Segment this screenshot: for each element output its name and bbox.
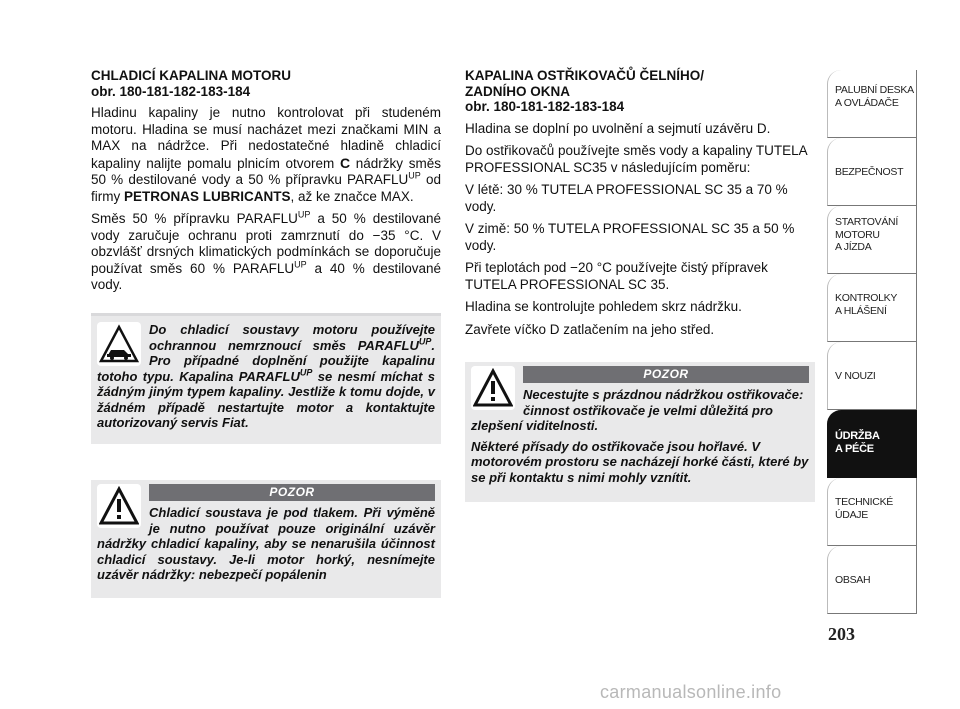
car-lift-icon [97, 322, 141, 366]
washer-paragraph-4: V zimě: 50 % TUTELA PROFESSIONAL SC 35 a 50 % vody. [465, 221, 795, 253]
washer-paragraph-3: V létě: 30 % TUTELA PROFESSIONAL SC 35 a 70 % vody. [465, 182, 788, 214]
warning-triangle-icon [97, 484, 141, 528]
chapter-sidebar [827, 70, 917, 614]
tab-palubni-deska[interactable]: PALUBNÍ DESKA A OVLÁDAČE [827, 70, 917, 138]
washer-warning-text-2: Některé přísady do ostřikovače jsou hořlavé. V motorovém prostoru se nacházejí horké části, které by se při kontaktu s nimi mohly vznítit. [471, 438, 809, 485]
antifreeze-note-text: Do chladicí soustavy motoru používejte ochrannou nemrznoucí směs $PARAFLU^{UP}$. Pro případné doplnění použijte kapalinu totoho typu. Kapalina $PARAFLU^{UP}$ se nesmí míchat s žádným jiným typem kapaliny. Jestliže k tomu dojde, v žádném případě nestartujte motor a kontaktujte autorizovaný servis Fiat. [97, 322, 435, 430]
tab-kontrolky[interactable]: KONTROLKY A HLÁŠENÍ [827, 274, 917, 342]
pozor-label: POZOR [523, 366, 809, 383]
washer-heading: KAPALINA OSTŘIKOVAČŮ ČELNÍHO/ ZADNÍHO OKNA obr. 180-181-182-183-184 [465, 68, 704, 114]
left-column [91, 68, 441, 300]
coolant-paragraph-2: Směs 50 % přípravku $PARAFLU^{UP}$ a 50 % destilované vody zaručuje ochranu proti zamrznutí do −35 °C. V obzvlášť drsných klimatických podmínkách se doporučuje používat směs 60 % $PARAFLU^{UP}$ a 40 % destilované vody. [91, 209, 441, 292]
washer-warning-box [465, 362, 815, 502]
tab-udrzba[interactable]: ÚDRŽBA A PÉČE [827, 410, 917, 478]
washer-paragraph-6: Hladina se kontrolujte pohledem skrz nádržku. [465, 299, 742, 314]
page-number: 203 [828, 624, 855, 644]
tab-technicke-udaje[interactable]: TECHNICKÉ ÚDAJE [827, 478, 917, 546]
washer-paragraph-7: Zavřete víčko D zatlačením na jeho střed. [465, 321, 715, 337]
warning-triangle-icon [471, 366, 515, 410]
pressure-warning-text: Chladicí soustava je pod tlakem. Při výměně je nutno používat pouze originální uzávěr nádržky chladicí kapaliny, aby se nenarušila účinnost chladicí soustavy. Je-li motor horký, nesnímejte uzávěr nádržky: nebezpečí popálenin [97, 505, 435, 582]
washer-warning-text-1: Necestujte s prázdnou nádržkou ostřikovače: činnost ostřikovače je velmi důležitá pro zlepšení viditelnosti. [471, 387, 804, 433]
tab-startovani[interactable]: STARTOVÁNÍ MOTORU A JÍZDA [827, 206, 917, 274]
pozor-label: POZOR [149, 484, 435, 501]
coolant-paragraph-1: Hladinu kapaliny je nutno kontrolovat při studeném motoru. Hladina se musí nacházet mezi značkami MIN a MAX na nádržce. Při nedostatečné hladině chladicí kapaliny nalijte pomalu plnicím otvorem C nádržky směs 50 % destilované vody a 50 % přípravku $PARAFLU^{UP}$ od firmy PETRONAS LUBRICANTS, až ke značce MAX. [91, 105, 441, 204]
antifreeze-note-box [91, 316, 441, 444]
coolant-heading: CHLADICÍ KAPALINA MOTORU obr. 180-181-182-183-184 [91, 68, 291, 99]
right-column [465, 68, 815, 344]
tab-bezpecnost[interactable]: BEZPEČNOST [827, 138, 917, 206]
washer-paragraph-2: Do ostřikovačů používejte směs vody a kapaliny TUTELA PROFESSIONAL SC35 v následujícím poměru: [465, 143, 807, 175]
tab-v-nouzi[interactable]: V NOUZI [827, 342, 917, 410]
washer-paragraph-5: Při teplotách pod −20 °C používejte čistý přípravek TUTELA PROFESSIONAL SC 35. [465, 260, 768, 292]
washer-paragraph-1: Hladina se doplní po uvolnění a sejmutí uzávěru D. [465, 120, 771, 136]
watermark: carmanualsonline.info [600, 682, 782, 702]
tab-obsah[interactable]: OBSAH [827, 546, 917, 614]
pressure-warning-box [91, 480, 441, 598]
